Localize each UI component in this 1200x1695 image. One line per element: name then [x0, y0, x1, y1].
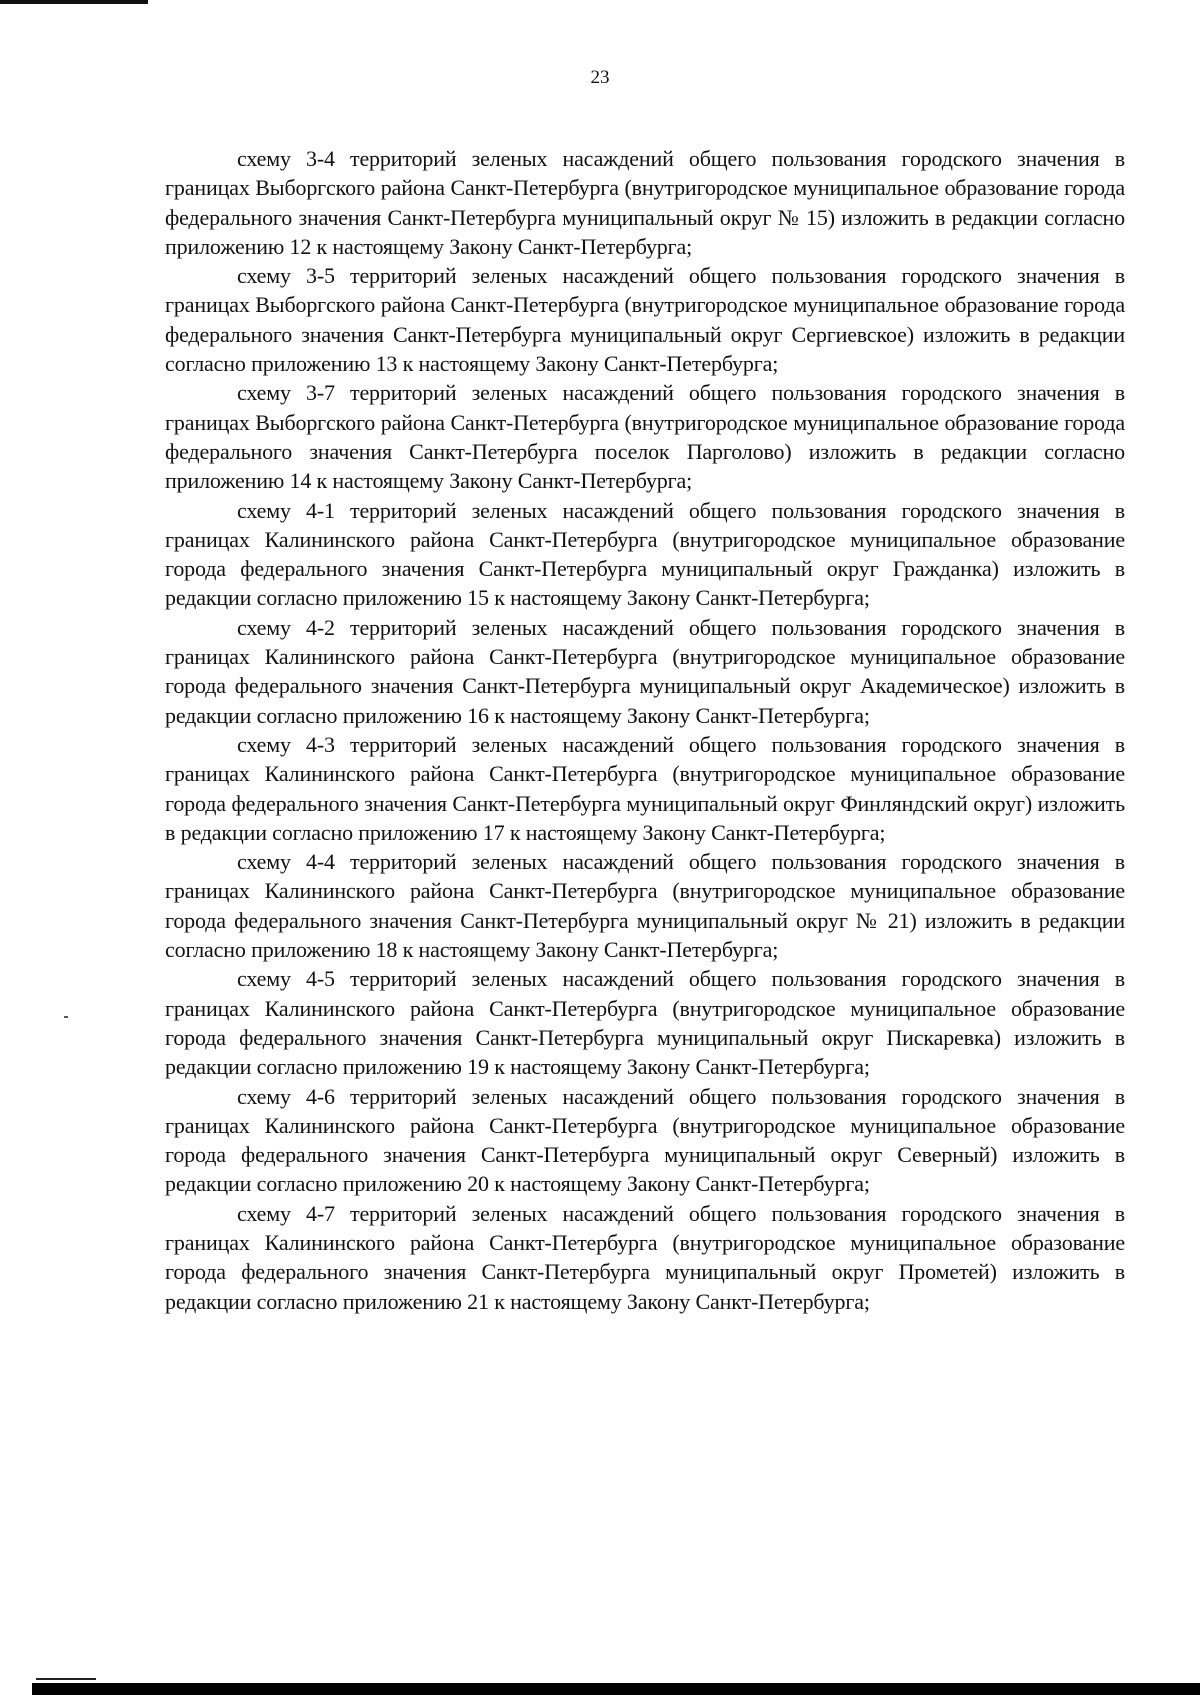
paragraph-scheme-4-2: схему 4-2 территорий зеленых насаждений общего пользования городского значения в границах Калининского района Санкт-Петербурга (внутригородское муниципальное образование города федерального значения Санкт-Петербурга муниципальный округ Академическое) изложить в редакции согласно приложению 16 к настоящему Закону Санкт-Петербурга; [165, 614, 1125, 728]
page-number: 23 [590, 67, 610, 88]
paragraph-scheme-4-1: схему 4-1 территорий зеленых насаждений общего пользования городского значения в границах Калининского района Санкт-Петербурга (внутригородское муниципальное образование города федерального значения Санкт-Петербурга муниципальный округ Гражданка) изложить в редакции согласно приложению 15 к настоящему Закону Санкт-Петербурга; [165, 497, 1125, 611]
paragraph-scheme-4-3: схему 4-3 территорий зеленых насаждений общего пользования городского значения в границах Калининского района Санкт-Петербурга (внутригородское муниципальное образование города федерального значения Санкт-Петербурга муниципальный округ Финляндский округ) изложить в редакции согласно приложению 17 к настоящему Закону Санкт-Петербурга; [165, 731, 1125, 845]
paragraph-scheme-4-7: схему 4-7 территорий зеленых насаждений общего пользования городского значения в границах Калининского района Санкт-Петербурга (внутригородское муниципальное образование города федерального значения Санкт-Петербурга муниципальный округ Прометей) изложить в редакции согласно приложению 21 к настоящему Закону Санкт-Петербурга; [165, 1200, 1125, 1314]
document-body [165, 144, 1125, 1316]
scan-edge-top [0, 0, 148, 4]
paragraph-scheme-4-4: схему 4-4 территорий зеленых насаждений общего пользования городского значения в границах Калининского района Санкт-Петербурга (внутригородское муниципальное образование города федерального значения Санкт-Петербурга муниципальный округ № 21) изложить в редакции согласно приложению 18 к настоящему Закону Санкт-Петербурга; [165, 849, 1125, 963]
paragraph-scheme-4-5: схему 4-5 территорий зеленых насаждений общего пользования городского значения в границах Калининского района Санкт-Петербурга (внутригородское муниципальное образование города федерального значения Санкт-Петербурга муниципальный округ Пискаревка) изложить в редакции согласно приложению 19 к настоящему Закону Санкт-Петербурга; [165, 966, 1125, 1080]
paragraph-scheme-4-6: схему 4-6 территорий зеленых насаждений общего пользования городского значения в границах Калининского района Санкт-Петербурга (внутригородское муниципальное образование города федерального значения Санкт-Петербурга муниципальный округ Северный) изложить в редакции согласно приложению 20 к настоящему Закону Санкт-Петербурга; [165, 1083, 1125, 1197]
scan-edge-bottom-thin [36, 1678, 96, 1680]
paragraph-scheme-3-5: схему 3-5 территорий зеленых насаждений общего пользования городского значения в границах Выборгского района Санкт-Петербурга (внутригородское муниципальное образование города федерального значения Санкт-Петербурга муниципальный округ Сергиевское) изложить в редакции согласно приложению 13 к настоящему Закону Санкт-Петербурга; [165, 263, 1125, 377]
scan-edge-bottom [32, 1683, 1200, 1695]
scan-speck [64, 1016, 68, 1018]
paragraph-scheme-3-7: схему 3-7 территорий зеленых насаждений общего пользования городского значения в границах Выборгского района Санкт-Петербурга (внутригородское муниципальное образование города федерального значения Санкт-Петербурга поселок Парголово) изложить в редакции согласно приложению 14 к настоящему Закону Санкт-Петербурга; [165, 380, 1125, 494]
paragraph-scheme-3-4: схему 3-4 территорий зеленых насаждений общего пользования городского значения в границах Выборгского района Санкт-Петербурга (внутригородское муниципальное образование города федерального значения Санкт-Петербурга муниципальный округ № 15) изложить в редакции согласно приложению 12 к настоящему Закону Санкт-Петербурга; [165, 146, 1125, 259]
